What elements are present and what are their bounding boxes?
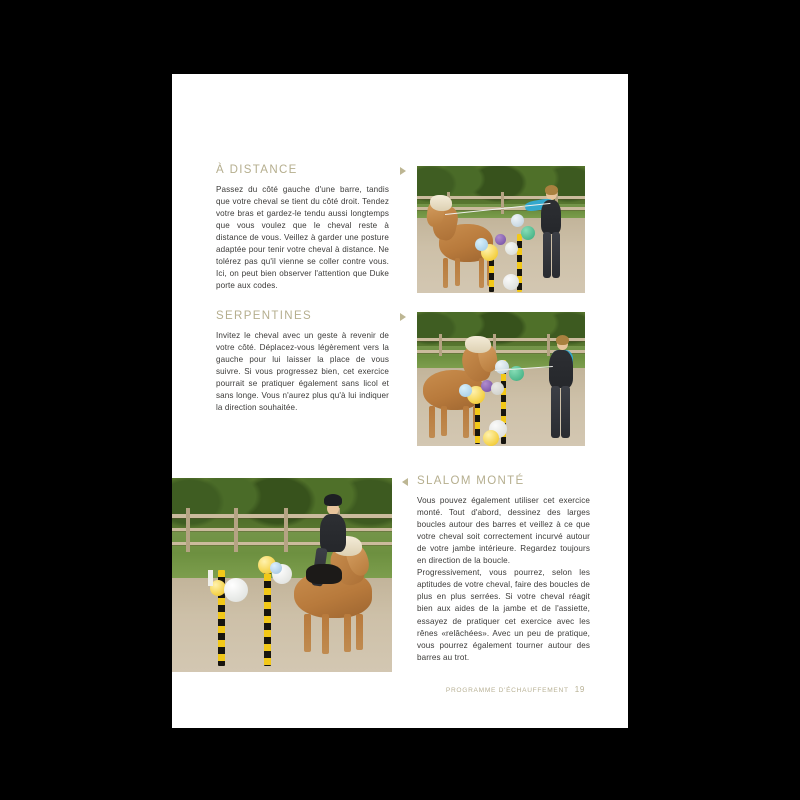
photo-groundwork-distance <box>417 166 585 293</box>
section-body-a-distance: Passez du côté gauche d'une barre, tandis que votre cheval se tient du côté droit. Tendez votre bras et gardez-le tendu aussi longtemps que vous voulez que le cheval reste à distance de vous. Veillez à garder une posture adaptée pour tenir votre cheval à distance. Ne tolérez pas qu'il vienne se coller contre vous. Ici, on peut bien observer l'attention que Duke porte aux codes. <box>216 184 389 291</box>
page-footer <box>446 685 585 694</box>
photo-slalom-monte <box>172 478 392 672</box>
triangle-left-icon <box>402 478 408 486</box>
footer-label: PROGRAMME D'ÉCHAUFFEMENT <box>445 687 569 694</box>
section-body-serpentines: Invitez le cheval avec un geste à revenir de votre côté. Déplacez-vous légèrement vers la gauche pour lui laisser la place de vous suivre. Si vous progressez bien, cet exercice pourrait se pratiquer également sans licol et sans longe. Vous n'aurez plus qu'à lui indiquer la direction souhaitée. <box>216 330 389 413</box>
section-body-slalom-monte-1: Vous pouvez également utiliser cet exercice monté. Tout d'abord, dessinez des larges boucles autour des barres et veillez à ce que votre cheval soit correctement incurvé autour de votre jambe intérieure. Regardez toujours en direction de la boucle. <box>417 495 590 566</box>
section-heading-serpentines: SERPENTINES <box>216 310 313 322</box>
triangle-right-icon <box>400 313 406 321</box>
section-heading-a-distance: À DISTANCE <box>216 164 298 176</box>
triangle-right-icon <box>400 167 406 175</box>
section-serpentines <box>216 310 389 414</box>
section-body-slalom-monte-2: Progressivement, vous pourrez, selon les aptitudes de votre cheval, faire des boucles de plus en plus serrées. Si votre cheval réagit bien aux aides de la jambe et de l'assiette, essayez de pratiquer cet exercice avec les rênes «relâchées». Avec un peu de pratique, vous pourrez également tourner autour des barres au trot. <box>417 568 590 662</box>
book-page <box>172 74 628 728</box>
photo-serpentines <box>417 312 585 446</box>
page-number: 19 <box>574 685 585 694</box>
section-slalom-monte <box>417 475 590 664</box>
section-a-distance <box>216 164 389 292</box>
section-heading-slalom-monte: SLALOM MONTÉ <box>417 475 525 487</box>
